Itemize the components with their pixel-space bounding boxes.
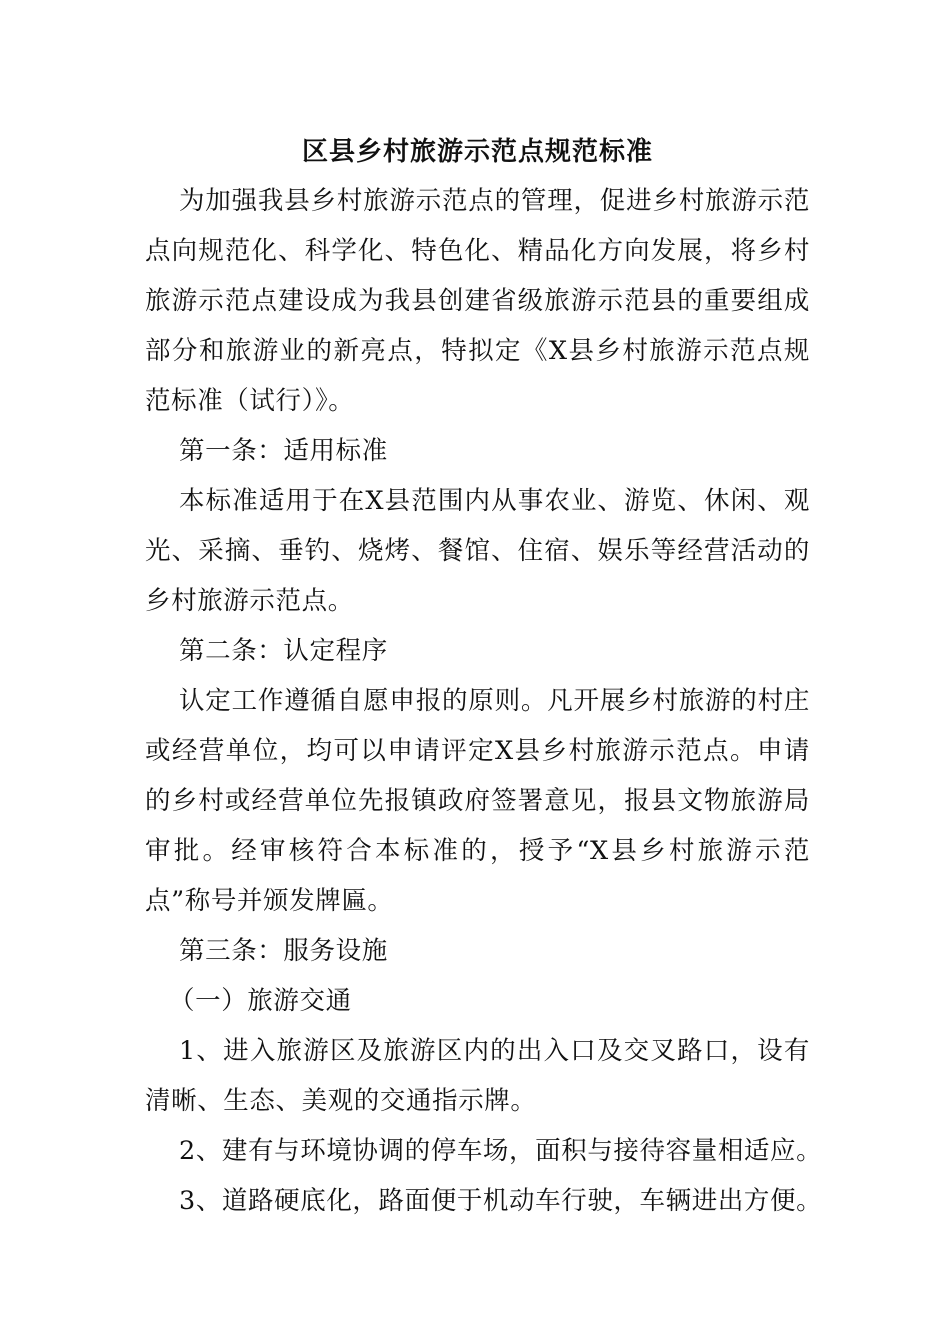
intro-paragraph: 为加强我县乡村旅游示范点的管理，促进乡村旅游示范点向规范化、科学化、特色化、精品化方向发展，将乡村旅游示范点建设成为我县创建省级旅游示范县的重要组成部分和旅游业的新亮点，特拟定《X县乡村旅游示范点规范标准（试行）》。	[145, 186, 810, 416]
list-item: 1、进入旅游区及旅游区内的出入口及交叉路口，设有清晰、生态、美观的交通指示牌。	[145, 1036, 810, 1116]
section-1-heading: （一）旅游交通	[169, 986, 352, 1016]
article-1-heading: 第一条：适用标准	[179, 436, 388, 466]
article-3-heading: 第三条：服务设施	[179, 936, 388, 966]
article-1-body: 本标准适用于在X县范围内从事农业、游览、休闲、观光、采摘、垂钓、烧烤、餐馆、住宿、娱乐等经营活动的乡村旅游示范点。	[145, 486, 810, 616]
list-item: 3、道路硬底化，路面便于机动车行驶，车辆进出方便。	[179, 1186, 823, 1216]
article-2-body: 认定工作遵循自愿申报的原则。凡开展乡村旅游的村庄或经营单位，均可以申请评定X县乡村旅游示范点。申请的乡村或经营单位先报镇政府签署意见，报县文物旅游局审批。经审核符合本标准的，授予“X县乡村旅游示范点”称号并颁发牌匾。	[145, 686, 810, 916]
article-2-heading: 第二条：认定程序	[179, 636, 388, 666]
document-title: 区县乡村旅游示范点规范标准	[301, 137, 653, 167]
list-item: 2、建有与环境协调的停车场，面积与接待容量相适应。	[179, 1136, 823, 1166]
document-page	[145, 128, 823, 1226]
